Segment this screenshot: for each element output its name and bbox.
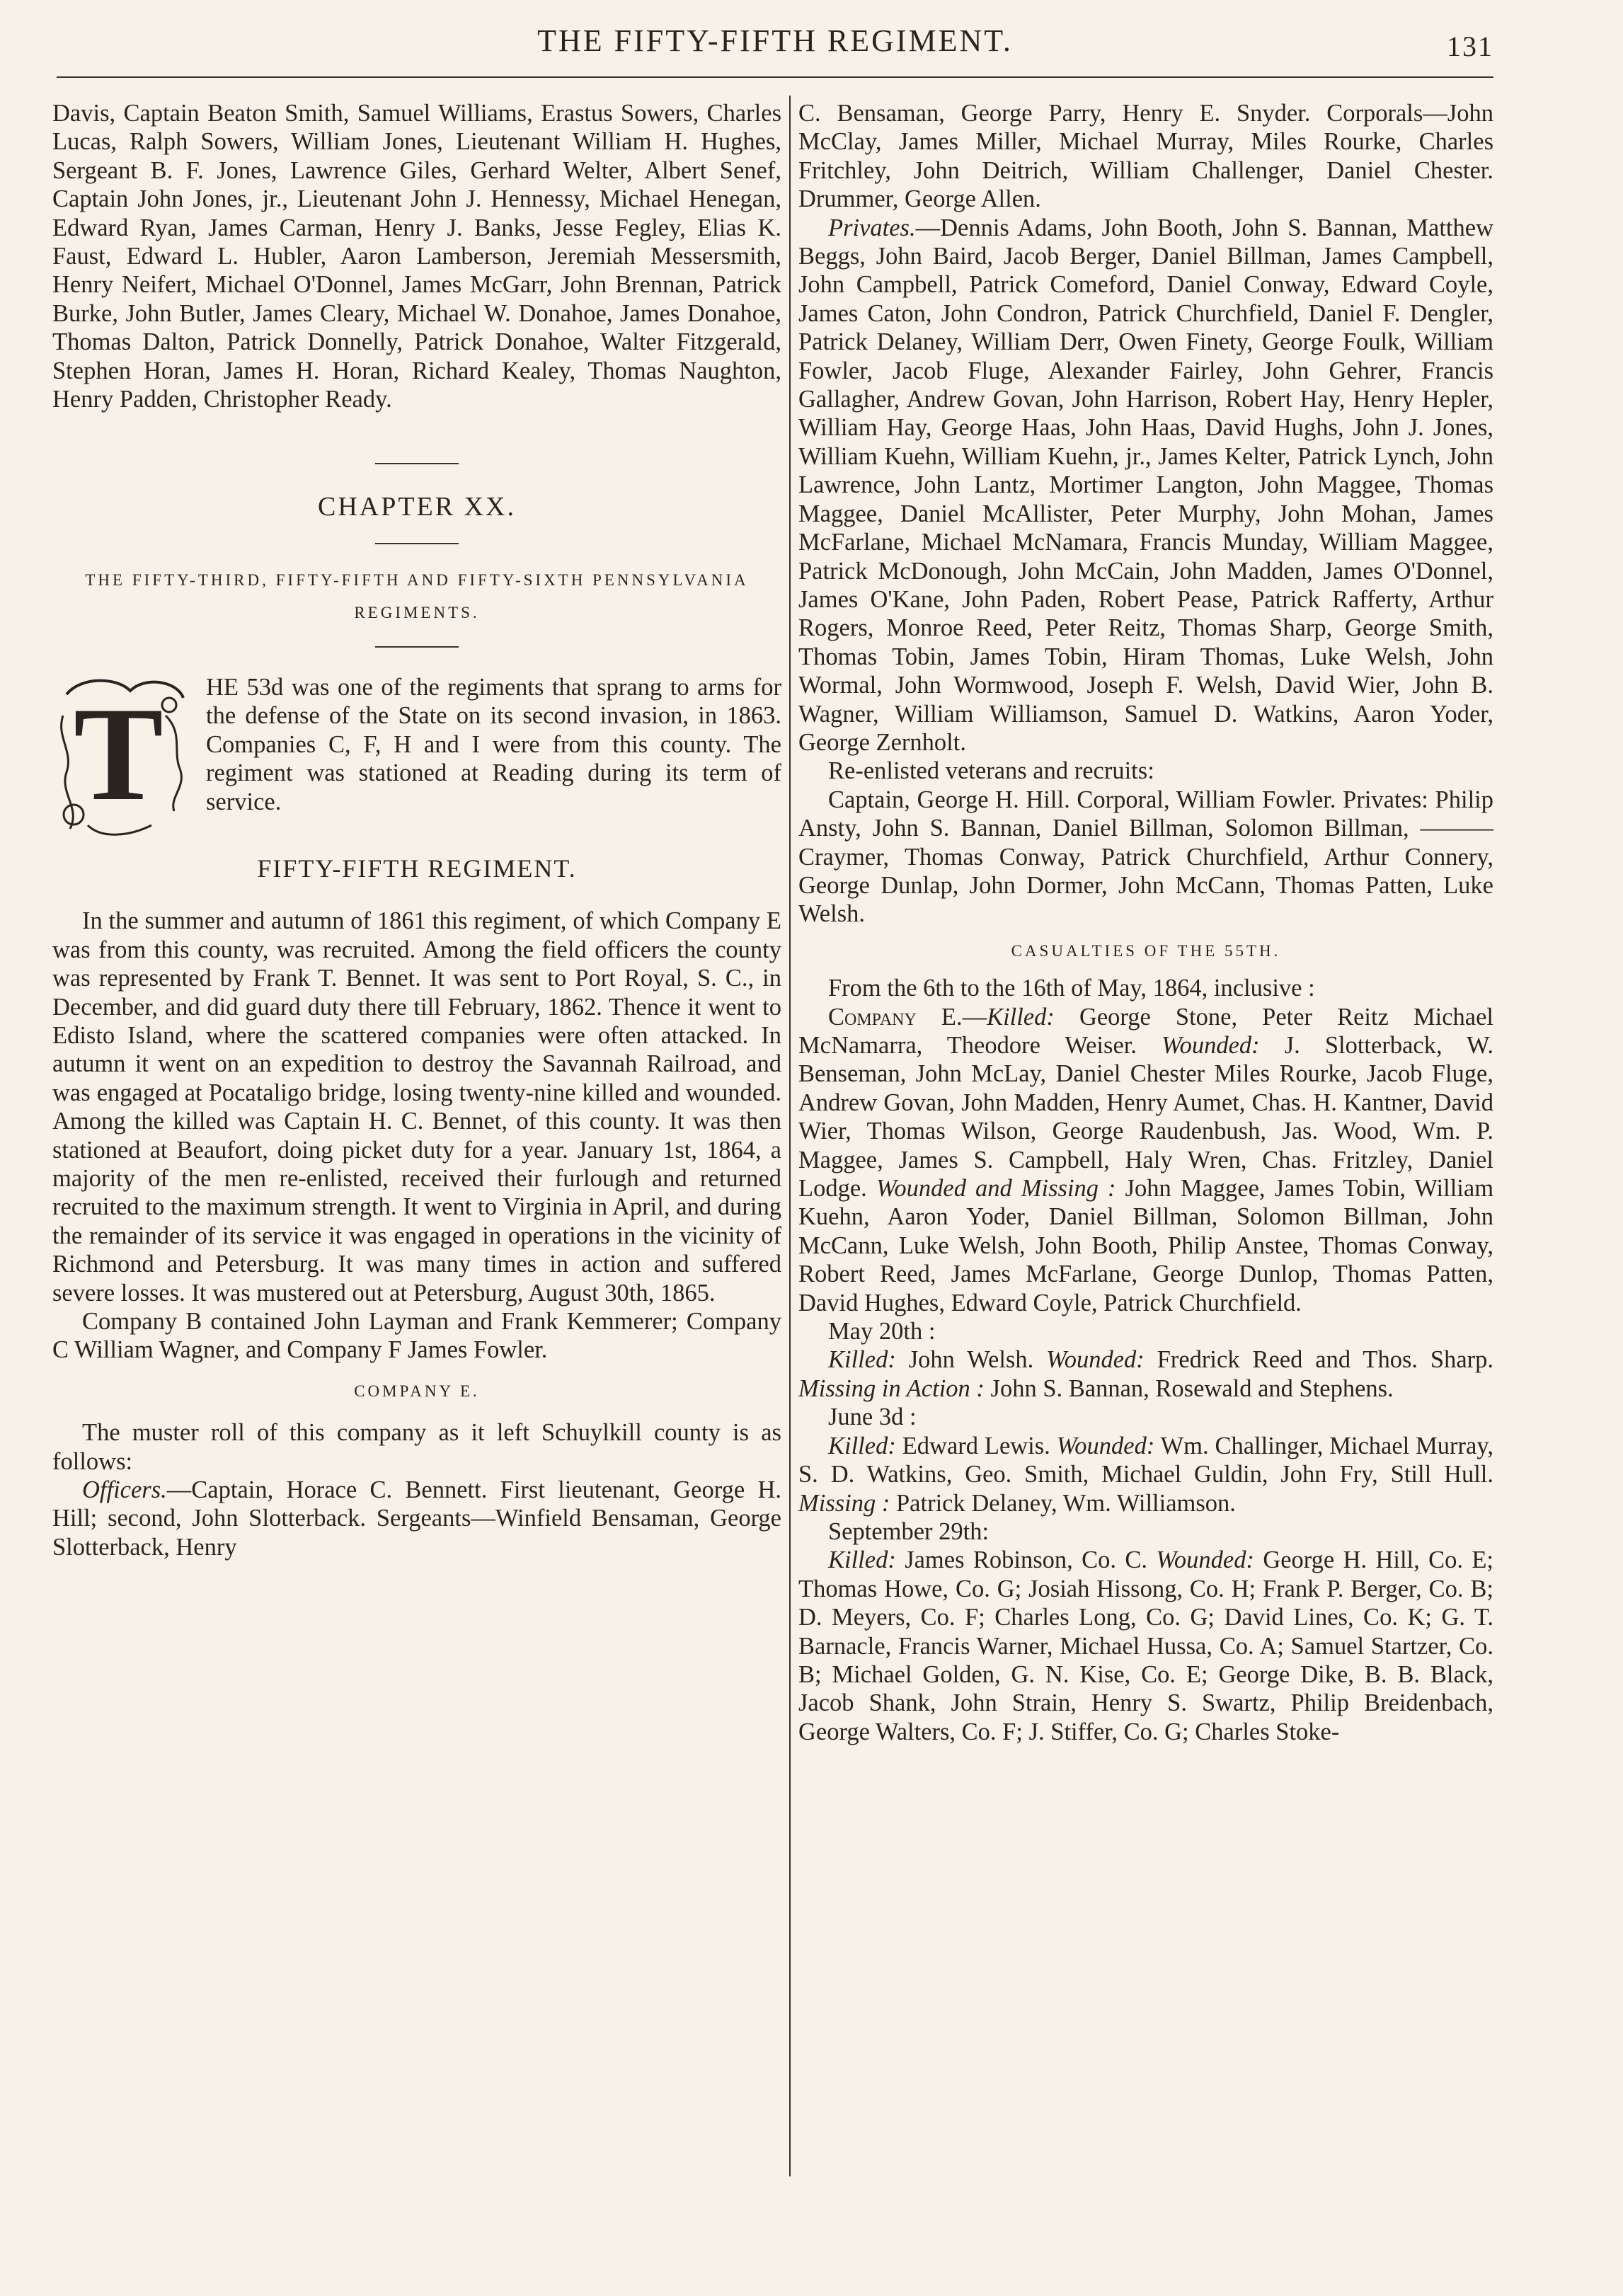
intro-paragraph: HE 53d was one of the regiments that sprang to arms for the defense of the State on its second invasion, in 1863. Companies C, F, H and I were from this county. The regiment was stationed at Reading during its term of service. bbox=[206, 673, 781, 815]
june3-wounded: Wm. Challinger, Michael Murray, S. D. Watkins, Geo. Smith, Michael Guldin, John Fry, Still Hull. bbox=[798, 1432, 1493, 1488]
history-paragraph: In the summer and autumn of 1861 this regiment, of which Company E was from this county, was recruited. Among the field officers the county was represented by Frank T. Bennet. It was sent to Port Royal, S. C., in December, and did guard duty there till February, 1862. Thence it went to Edisto Island, where the scattered companies were often attacked. In autumn it went on an expedition to destroy the Savannah Railroad, and was engaged at Pocataligo bridge, losing twenty-nine killed and wounded. Among the killed was Captain H. C. Bennet, of this county. It was then stationed at Beaufort, doing picket duty for a year. January 1st, 1864, a majority of the men re-enlisted, received their furlough and returned recruited to the maximum strength. It went to Virginia in April, and during the remainder of its service it was engaged in operations in the vicinity of Richmond and Petersburg. It was many times in action and suffered severe losses. It was mustered out at Petersburg, August 30th, 1865. bbox=[52, 907, 781, 1307]
right-column bbox=[798, 99, 1493, 1746]
wounded-label: Wounded: bbox=[1156, 1546, 1254, 1574]
may20-missing: John S. Bannan, Rosewald and Stephens. bbox=[990, 1374, 1394, 1402]
wounded-label: Wounded: bbox=[1162, 1032, 1260, 1059]
reenlisted-heading: Re-enlisted veterans and recruits: bbox=[828, 757, 1154, 785]
officers-paragraph bbox=[52, 1476, 781, 1561]
missing-label: Missing : bbox=[798, 1489, 890, 1517]
header-rule bbox=[57, 76, 1493, 78]
privates-paragraph bbox=[798, 214, 1493, 757]
june3-casualties bbox=[798, 1432, 1493, 1517]
killed-label: Killed: bbox=[828, 1346, 896, 1374]
privates-label: Privates. bbox=[828, 214, 916, 241]
june3-date: June 3d : bbox=[828, 1404, 917, 1431]
officers-text: —Captain, Horace C. Bennett. First lieutenant, George H. Hill; second, John Slotterback. Sergeants—Winfield Bensaman, George Slotterback, Henry bbox=[52, 1476, 781, 1561]
may20-casualties bbox=[798, 1345, 1493, 1403]
column-divider bbox=[789, 96, 791, 2176]
may20-date: May 20th : bbox=[828, 1318, 936, 1345]
dropcap-letter: T bbox=[74, 679, 164, 829]
wounded-label: Wounded: bbox=[1046, 1346, 1145, 1374]
intro-block bbox=[52, 673, 781, 843]
chapter-heading: CHAPTER XX. bbox=[317, 492, 517, 522]
sept29-wounded: George H. Hill, Co. E; Thomas Howe, Co. G; Josiah Hissong, Co. H; Frank P. Berger, Co. B; D. Meyers, Co. F; Charles Long, Co. G; David Lines, Co. K; G. T. Barnacle, Francis Warner, Michael Hussa, Co. A; Samuel Startzer, Co. B; Michael Golden, G. N. Kise, Co. E; George Dike, B. B. Black, Jacob Shank, John Strain, Henry S. Swartz, Philip Breidenbach, George Walters, Co. F; J. Stiffer, Co. G; Charles Stoke- bbox=[798, 1546, 1494, 1745]
privates-text: —Dennis Adams, John Booth, John S. Bannan, Matthew Beggs, John Baird, Jacob Berger, Daniel Billman, James Campbell, John Campbell, Patrick Comeford, Daniel Conway, Edward Coyle, James Caton, John Condron, Patrick Churchfield, Daniel F. Dengler, Patrick Delaney, William Derr, Owen Finety, George Foulk, William Fowler, Jacob Fluge, Alexander Fairley, John Gehrer, Francis Gallagher, Andrew Govan, John Harrison, Robert Hay, Henry Hepler, William Hay, George Haas, John Haas, David Hughs, John J. Jones, William Kuehn, William Kuehn, jr., James Kelter, Patrick Lynch, John Lawrence, John Lantz, Mortimer Langton, John Maggee, Thomas Maggee, Daniel McAllister, Peter Murphy, John Mohan, James McFarlane, Michael McNamara, Francis Munday, William Maggee, Patrick McDonough, John McCain, John Madden, James O'Donnel, James O'Kane, John Paden, Robert Pease, Patrick Rafferty, Arthur Rogers, Monroe Reed, Peter Reitz, Thomas Sharp, George Smith, Thomas Tobin, James Tobin, Hiram Thomas, Luke Welsh, John Wormal, John Wormwood, Joseph F. Welsh, David Wier, John B. Wagner, William Williamson, Samuel D. Watkins, Aaron Yoder, George Zernholt. bbox=[798, 214, 1493, 756]
ornamental-dropcap bbox=[52, 673, 190, 843]
running-head bbox=[57, 20, 1493, 76]
june3-missing: Patrick Delaney, Wm. Williamson. bbox=[896, 1489, 1236, 1517]
left-column bbox=[52, 99, 781, 1561]
sept29-killed: James Robinson, Co. C. bbox=[905, 1546, 1147, 1574]
companies-paragraph: Company B contained John Layman and Frank Kemmerer; Company C William Wagner, and Company F James Fowler. bbox=[52, 1307, 781, 1364]
running-title: THE FIFTY-FIFTH REGIMENT. bbox=[537, 23, 1013, 58]
wounded-missing-label: Wounded and Missing : bbox=[876, 1175, 1116, 1202]
officers-continued: C. Bensaman, George Parry, Henry E. Snyder. Corporals—John McClay, James Miller, Michael Murray, Miles Rourke, Charles Fritchley, John Deitrich, William Challenger, Daniel Chester. Drummer, George Allen. bbox=[798, 100, 1493, 213]
may-intro: From the 6th to the 16th of May, 1864, inclusive : bbox=[828, 975, 1315, 1002]
chapter-subtitle: THE FIFTY-THIRD, FIFTY-FIFTH AND FIFTY-SIXTH PENNSYLVANIA REGIMENTS. bbox=[85, 570, 749, 621]
killed-label: Killed: bbox=[828, 1432, 896, 1459]
killed-label: Killed: bbox=[987, 1003, 1055, 1031]
muster-intro: The muster roll of this company as it left Schuylkill county is as follows: bbox=[52, 1419, 781, 1475]
casualties-heading: CASUALTIES OF THE 55TH. bbox=[1011, 941, 1281, 960]
company-e-label: Company E. bbox=[828, 1003, 963, 1031]
june3-killed: Edward Lewis. bbox=[902, 1432, 1050, 1459]
section-heading: FIFTY-FIFTH REGIMENT. bbox=[257, 854, 577, 883]
may20-killed: John Welsh. bbox=[908, 1346, 1034, 1374]
may-casualties: Company E.—Killed: George Stone, Peter Reitz Michael McNamarra, Theodore Weiser. Wounded: J. Slotterback, W. Benseman, John McLay, Daniel Chester Miles Rourke, Jacob Fluge, Andrew Govan, John Madden, Henry Aumet, Chas. H. Kantner, David Wier, Thomas Wilson, George Raudenbush, Jas. Wood, Wm. P. Maggee, James S. Campbell, Haly Wren, Chas. Fritzley, Daniel Lodge. Wounded and Missing : John Maggee, James Tobin, William Kuehn, Aaron Yoder, Daniel Billman, Solomon Billman, John McCann, Luke Welsh, John Booth, Philip Anstee, Thomas Conway, Robert Reed, James McFarlane, George Dunlop, Thomas Patten, David Hughes, Edward Coyle, Patrick Churchfield. bbox=[798, 1003, 1494, 1316]
company-heading: COMPANY E. bbox=[354, 1382, 480, 1400]
roster-continued: Davis, Captain Beaton Smith, Samuel Williams, Erastus Sowers, Charles Lucas, Ralph Sowers, William Jones, Lieutenant William H. Hughes, Sergeant B. F. Jones, Lawrence Giles, Gerhard Welter, Albert Senef, Captain John Jones, jr., Lieutenant John J. Hennessy, Michael Henegan, Edward Ryan, James Carman, Henry J. Banks, Jesse Fegley, Elias K. Faust, Edward L. Hubler, Aaron Lamberson, Jeremiah Messersmith, Henry Neifert, Michael O'Donnel, James McGarr, John Brennan, Patrick Burke, John Butler, James Cleary, Michael W. Donahoe, James Donahoe, Thomas Dalton, Patrick Donnelly, Patrick Donahoe, Walter Fitzgerald, Stephen Horan, James H. Horan, Richard Kealey, Thomas Naughton, Henry Padden, Christopher Ready. bbox=[52, 100, 781, 413]
officers-label: Officers. bbox=[82, 1476, 167, 1503]
wounded-label: Wounded: bbox=[1056, 1432, 1155, 1459]
may20-wounded: Fredrick Reed and Thos. Sharp. bbox=[1157, 1346, 1494, 1374]
may-killed: George Stone, Peter Reitz Michael McNamarra, Theodore Weiser. bbox=[798, 1003, 1493, 1059]
sept29-casualties bbox=[798, 1546, 1493, 1746]
reenlisted-text: Captain, George H. Hill. Corporal, William Fowler. Privates: Philip Ansty, John S. Bannan, Daniel Billman, Solomon Billman, ——— Craymer, Thomas Conway, Patrick Churchfield, Arthur Connery, George Dunlap, John Dormer, John McCann, Thomas Patten, Luke Welsh. bbox=[798, 786, 1493, 928]
page-number: 131 bbox=[1447, 30, 1493, 62]
may-wounded-missing: John Maggee, James Tobin, William Kuehn, Aaron Yoder, Daniel Billman, Solomon Billman, John McCann, Luke Welsh, John Booth, Philip Anstee, Thomas Conway, Robert Reed, James McFarlane, George Dunlop, Thomas Patten, David Hughes, Edward Coyle, Patrick Churchfield. bbox=[798, 1175, 1494, 1316]
killed-label: Killed: bbox=[828, 1546, 896, 1574]
missing-action-label: Missing in Action : bbox=[798, 1374, 985, 1402]
sept29-date: September 29th: bbox=[828, 1517, 990, 1545]
may-wounded: J. Slotterback, W. Benseman, John McLay, Daniel Chester Miles Rourke, Jacob Fluge, Andrew Govan, John Madden, Henry Aumet, Chas. H. Kantner, David Wier, Thomas Wilson, George Raudenbush, Jas. Wood, Wm. P. Maggee, James S. Campbell, Haly Wren, Chas. Fritzley, Daniel Lodge. bbox=[798, 1032, 1494, 1202]
